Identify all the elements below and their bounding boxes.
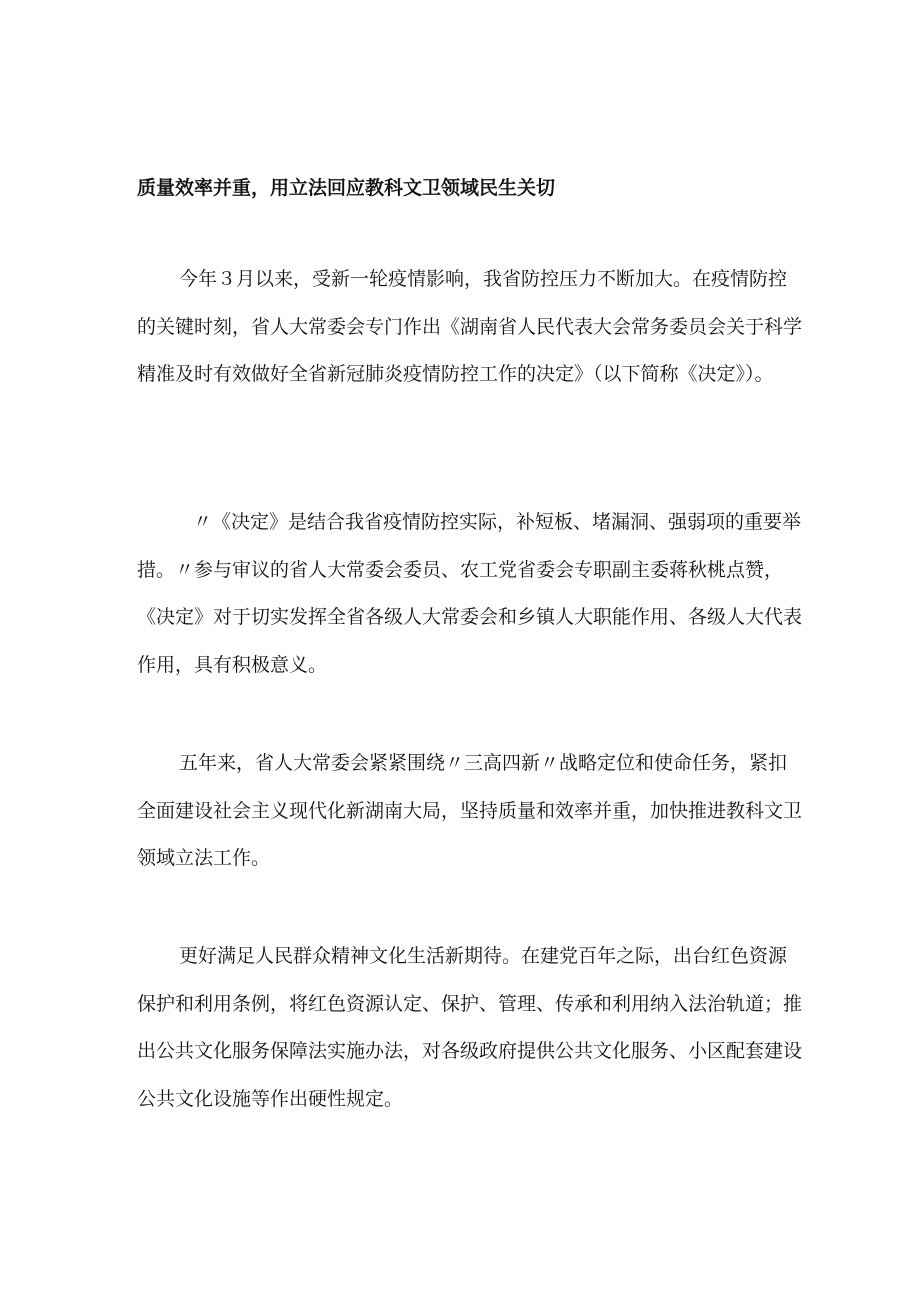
paragraph-epidemic-decision: 今年３月以来，受新一轮疫情影响，我省防控压力不断加大。在疫情防控的关键时刻，省人大常委会专门作出《湖南省人民代表大会常务委员会关于科学精准及时有效做好全省新冠肺炎疫情防控工作的决定》（以下简称《决定》）。 [137, 268, 803, 385]
paragraph-five-years: 五年来，省人大常委会紧紧围绕〃三高四新〃战略定位和使命任务，紧扣全面建设社会主义现代化新湖南大局，坚持质量和效率并重，加快推进教科文卫领域立法工作。 [137, 752, 803, 869]
section-heading: 质量效率并重，用立法回应教科文卫领域民生关切 [137, 177, 556, 199]
paragraph-cultural-life: 更好满足人民群众精神文化生活新期待。在建党百年之际，出台红色资源保护和利用条例，将红色资源认定、保护、管理、传承和利用纳入法治轨道；推出公共文化服务保障法实施办法，对各级政府提供公共文化服务、小区配套建设公共文化设施等作出硬性规定。 [137, 945, 803, 1110]
paragraph-committee-comment: 〃《决定》是结合我省疫情防控实际，补短板、堵漏洞、强弱项的重要举措。〃参与审议的省人大常委会委员、农工党省委会专职副主委蒋秋桃点赞，《决定》对于切实发挥全省各级人大常委会和乡镇人大职能作用、各级人大代表作用，具有积极意义。 [137, 511, 803, 676]
